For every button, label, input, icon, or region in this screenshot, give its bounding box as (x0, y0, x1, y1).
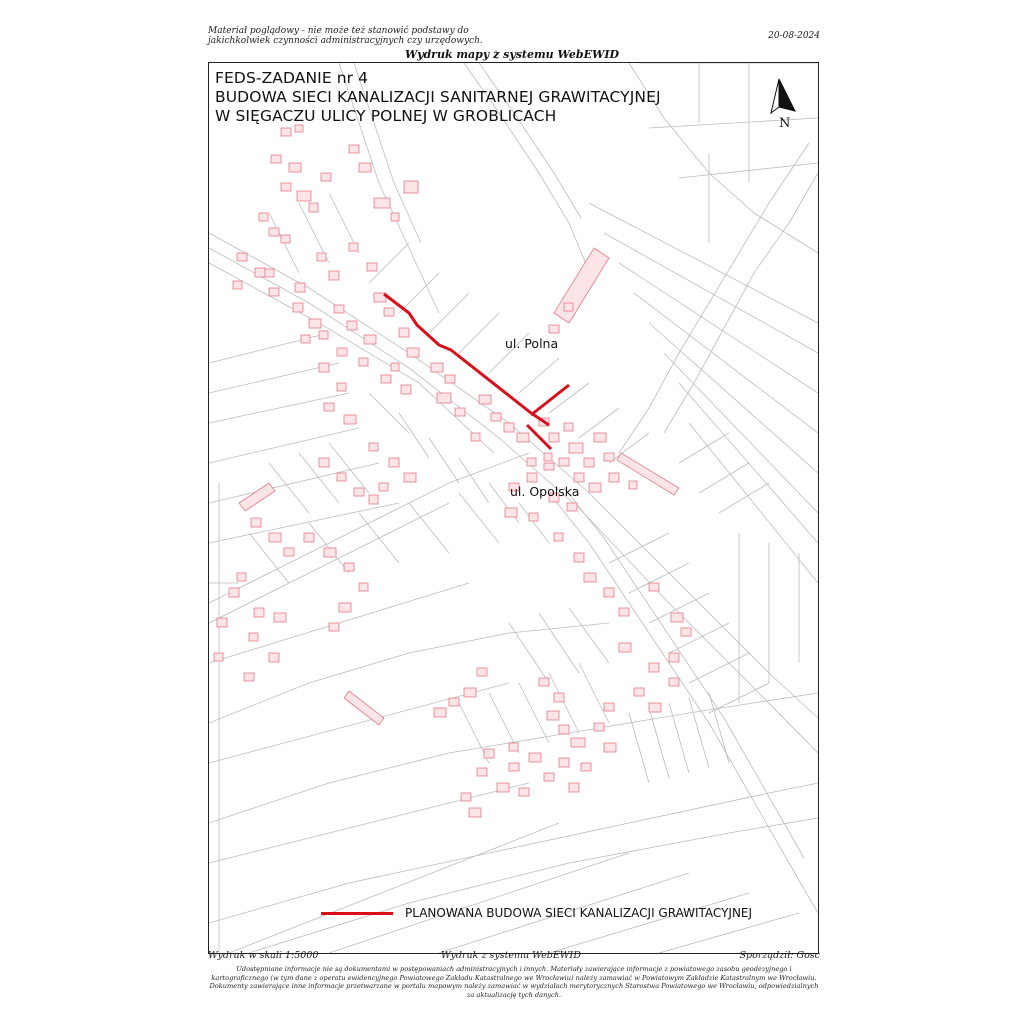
disclaimer-line-4: za aktualizację tych danych. (466, 990, 562, 999)
header-disclaimer-note (208, 26, 528, 46)
map-canvas[interactable] (209, 63, 818, 953)
legend-label: PLANOWANA BUDOWA SIECI KANALIZACJI GRAWITACYJNEJ (405, 906, 753, 920)
north-label: N (779, 116, 791, 131)
footer-info-row (208, 950, 820, 962)
print-author: Sporządził: Gosc (739, 950, 820, 961)
disclaimer-line-3: Dokumenty zawierające inne informacje przetwarzane w portalu mapowym należy zamawiać w wydziałach merytorycznych Starostwa Powiatowego we Wrocławiu, odpowiedzialnych (209, 982, 819, 991)
street-label-opolska: ul. Opolska (510, 484, 580, 499)
disclaimer-line-2: kartograficznego (w tym dane z operatu ewidencyjnego Powiatowego Zakładu Katastralnego we Wrocławiu) należy zamawiać w Powiatowym Zakładzie Katastralnym we Wrocławiu. (211, 973, 817, 982)
print-scale: Wydruk w skali 1:5000 (208, 950, 319, 961)
disclaimer-line-1: Udostępniane informacje nie są dokumentami w postępowaniach administracyjnych i innych. Materiały zawierające informacje z powiatowego zasobu geodezyjnego i (236, 965, 792, 973)
header-note-line-2: jakichkolwiek czynności administracyjnych czy urzędowych. (208, 36, 483, 46)
task-title (215, 69, 661, 126)
map-frame[interactable] (208, 62, 819, 954)
legend-line-swatch (321, 912, 393, 915)
task-title-line-1: FEDS-ZADANIE nr 4 (215, 69, 369, 87)
footer-disclaimer (208, 965, 820, 999)
task-title-line-3: W SIĘGACZU ULICY POLNEJ W GROBLICACH (215, 107, 557, 125)
task-title-line-2: BUDOWA SIECI KANALIZACJI SANITARNEJ GRAWITACYJNEJ (215, 88, 661, 106)
legend (321, 903, 752, 923)
print-title: Wydruk mapy z systemu WebEWID (404, 48, 620, 61)
print-date: 20-08-2024 (768, 31, 820, 41)
north-arrow-icon (767, 77, 807, 137)
header-note-line-1: Materiał poglądowy - nie może też stanowić podstawy do (208, 26, 469, 36)
buildings (214, 125, 691, 817)
print-system: Wydruk z systemu WebEWID (441, 950, 581, 961)
street-label-polna: ul. Polna (505, 336, 559, 351)
